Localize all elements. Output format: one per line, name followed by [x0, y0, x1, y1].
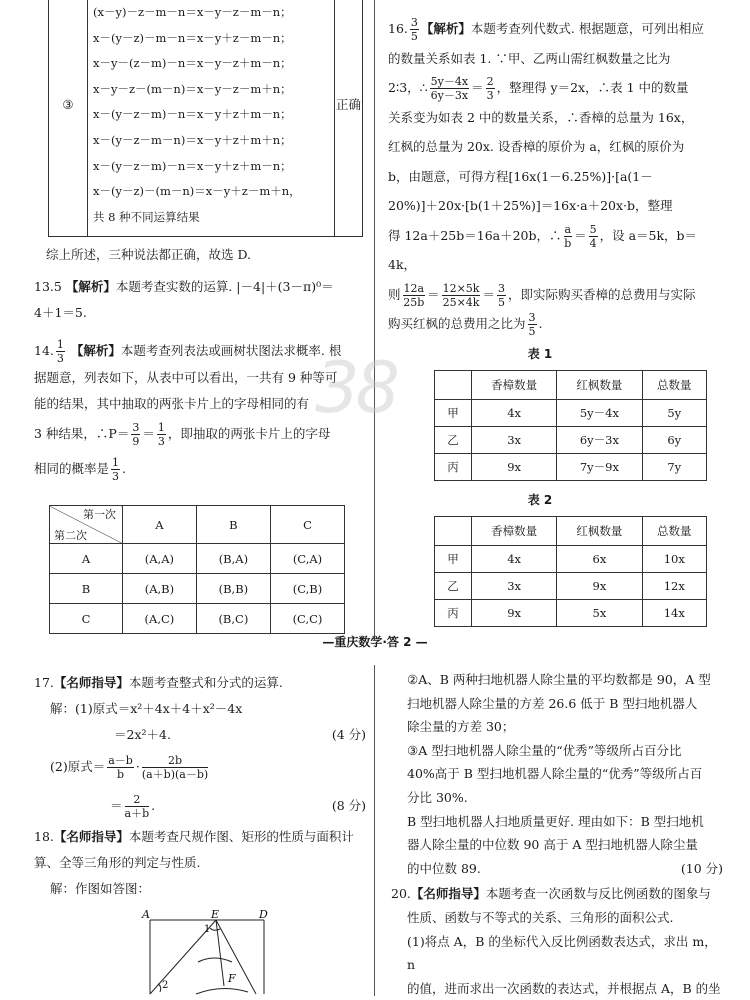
case-line: x－(y－z)－(m－n)＝x－y＋z－m＋n，: [93, 184, 301, 199]
q16-line8c: ，设 a＝5k，b＝4k，: [388, 227, 698, 272]
q16-frac5: $\frac{12a}{25b}$: [403, 281, 425, 309]
q20-number: 20.: [391, 886, 411, 902]
table-corner: [50, 506, 123, 544]
q17-step1: 解：(1)原式＝x²＋4x＋4＋x²－4x: [50, 701, 243, 716]
table1-caption: 表 1: [527, 347, 553, 361]
label-F: F: [228, 972, 236, 985]
lower-column-divider: [374, 665, 375, 996]
t1-cell: 6y: [642, 427, 706, 454]
q17-step4b: .: [151, 798, 156, 813]
table-cell: (C,B): [270, 574, 344, 604]
q16-frac8: $\frac{3}{5}$: [528, 311, 536, 338]
q16-line1: 本题考查列代数式. 根据题意，可列出相应: [470, 21, 704, 36]
q19-p3: ③A 型扫地机器人除尘量的“优秀”等级所占百分比: [407, 742, 682, 758]
q17-number: 17.: [34, 675, 54, 690]
t1-cell: 丙: [435, 454, 472, 481]
q16-line7: 20%)]＋20x·[b(1＋25%)]＝16x·a＋20x·b，整理: [388, 198, 673, 213]
q12-conclusion: 综上所述，三种说法都正确，故选 D.: [46, 247, 252, 262]
q16-line3a: 2∶3，∴: [388, 80, 428, 95]
case-line: (x－y)－z－m－n＝x－y－z－m－n；: [93, 5, 292, 19]
q17-frac1: $\frac{a-b}{b}$: [108, 754, 133, 781]
q13-number: 13.: [34, 279, 54, 294]
case-line: x－y－(z－m)－n＝x－y－z＋m－n；: [93, 56, 292, 71]
case-number: ③: [62, 97, 74, 112]
corner-bottom: 第二次: [54, 529, 87, 542]
q14-line2: 据题意，列表如下，从表中可以看出，一共有 9 种等可: [34, 370, 338, 385]
q19-score: (10 分): [680, 860, 723, 876]
t1-cell: 7y－9x: [557, 454, 642, 481]
q14-line1: 本题考查列表法或画树状图法求概率. 根: [120, 343, 342, 358]
t1-cell: 6y－3x: [557, 427, 642, 454]
q14-number: 14.: [34, 343, 54, 358]
q16-frac7: $\frac{3}{5}$: [498, 281, 505, 309]
col-header: B: [196, 506, 270, 544]
q17: [34, 670, 366, 820]
q20-tag: 【名师指导】: [410, 886, 486, 902]
case-line: x－(y－z－m)－n＝x－y＋z＋m－n；: [93, 158, 292, 173]
case-line: x－(y－z－m)－n＝x－y＋z＋m－n；: [93, 107, 292, 122]
q14-line3: 能的结果，其中抽取的两张卡片上的字母相同的有: [34, 396, 310, 411]
t1-cell: 甲: [435, 400, 472, 427]
label-A: A: [142, 908, 150, 921]
table-cell: (B,C): [196, 604, 270, 634]
q19-p2c: 除尘量的方差 30；: [407, 719, 515, 735]
upper-column-divider: [374, 0, 375, 640]
q17-step3a: (2)原式＝: [50, 759, 106, 774]
q14-line5b: .: [122, 461, 126, 476]
lower-right-column: [391, 668, 723, 1000]
q16-line8b: ＝: [574, 227, 587, 243]
t1-header: 红枫数量: [557, 371, 642, 400]
t2-cell: 甲: [435, 546, 472, 573]
q13-answer: 5: [53, 279, 62, 294]
q14-frac2: $\frac{1}{3}$: [157, 421, 165, 448]
q19-p2: ②A、B 两种扫地机器人除尘量的平均数都是 90，A 型: [407, 672, 711, 687]
q20-line2: 性质、函数与不等式的关系、三角形的面积公式.: [407, 909, 674, 925]
t1-cell: 3x: [472, 427, 557, 454]
q16-line10b: .: [538, 316, 543, 331]
q17-tag: 【名师指导】: [53, 675, 129, 690]
q14-line4b: ，即抽取的两张卡片上的字母: [167, 426, 331, 441]
t2-header: [435, 517, 472, 546]
q14-answer: $\frac{1}{3}$: [56, 338, 64, 365]
t2-header: 香樟数量: [472, 517, 557, 546]
construction-arc-1: [198, 958, 232, 962]
q16-line9a: 则: [388, 286, 401, 302]
q17-frac2: $\frac{2b}{(a+b)(a-b)}$: [141, 754, 209, 781]
t2-cell: 14x: [642, 600, 706, 627]
q16-line9c: ＝: [482, 286, 495, 302]
q14-tag: 【解析】: [70, 343, 121, 358]
q18-figure: [138, 908, 278, 996]
t2-cell: 10x: [642, 546, 706, 573]
t1-cell: 乙: [435, 427, 472, 454]
t1-cell: 7y: [642, 454, 706, 481]
case-result: 正确: [335, 97, 361, 112]
table-cell: (B,B): [196, 574, 270, 604]
case-line: 共 8 种不同运算结果: [93, 209, 200, 224]
q17-title: 本题考查整式和分式的运算.: [128, 675, 283, 690]
q16-line4: 关系变为如表 2 中的数量关系，∴香樟的总量为 16x，: [388, 109, 694, 125]
t2-cell: 9x: [472, 600, 557, 627]
q18-number: 18.: [34, 829, 54, 844]
q14-line5a: 相同的概率是: [34, 461, 110, 476]
case-table: [48, 0, 363, 237]
t2-cell: 乙: [435, 573, 472, 600]
q13: [34, 274, 366, 326]
q14-frac1: $\frac{3}{9}$: [132, 421, 140, 448]
t2-cell: 6x: [557, 546, 642, 573]
t1-header: 总数量: [642, 371, 706, 400]
q19-c3: 的中位数 89.: [407, 860, 481, 876]
table-cell: (C,A): [270, 544, 344, 574]
q14-probability-table: [49, 505, 345, 634]
col-header: A: [123, 506, 197, 544]
q16-frac4: $\frac{5}{4}$: [589, 222, 597, 250]
t1-header: [435, 371, 472, 400]
table-cell: (A,A): [123, 544, 197, 574]
q19-p3c: 分比 30%.: [407, 789, 468, 805]
row-header: A: [50, 544, 123, 574]
lower-left-column: [34, 670, 366, 902]
t2-header: 总数量: [642, 517, 706, 546]
t1-cell: 4x: [472, 400, 557, 427]
t2-cell: 12x: [642, 573, 706, 600]
segment-EC: [216, 920, 256, 994]
q20-line3: (1)将点 A，B 的坐标代入反比例函数表达式，求出 m，n: [407, 933, 717, 973]
q19-p2b: 扫地机器人除尘量的方差 26.6 低于 B 型扫地机器人: [407, 695, 698, 711]
case-lines: [93, 0, 333, 230]
col-header: C: [270, 506, 344, 544]
q16-line3b: ＝: [471, 80, 484, 95]
q16-line5: 红枫的总量为 20x. 设香樟的原价为 a，红枫的原价为: [388, 139, 685, 154]
label-angle1: 1: [204, 924, 211, 935]
q14-frac3: $\frac{1}{3}$: [112, 456, 120, 483]
q17-frac3: $\frac{2}{a+b}$: [124, 793, 150, 820]
q16-frac3: $\frac{a}{b}$: [564, 222, 572, 250]
row-header: B: [50, 574, 123, 604]
q16-line8a: 得 12a＋25b＝16a＋20b，∴: [388, 227, 562, 243]
t2-cell: 5x: [557, 600, 642, 627]
q16-line6: b，由题意，可得方程[16x(1－6.25%)]·[a(1－: [388, 168, 653, 184]
q16-line9d: ，即实际购买香樟的总费用与实际: [508, 286, 696, 302]
q17-step3b: ·: [135, 759, 140, 774]
q20-line1: 本题考查一次函数与反比例函数的图象与: [485, 886, 711, 902]
table2-caption: 表 2: [527, 493, 553, 507]
row-header: C: [50, 604, 123, 634]
q16-answer: $\frac{3}{5}$: [410, 16, 418, 43]
q16-line10a: 购买红枫的总费用之比为: [388, 316, 526, 331]
table-cell: (C,C): [270, 604, 344, 634]
q16-line9b: ＝: [427, 286, 440, 302]
watermark-logo: 38: [315, 347, 397, 429]
q20-line4: 的值，进而求出一次函数的表达式，并根据点 A，B 的坐: [407, 980, 721, 996]
q13-tag: 【解析】: [65, 279, 116, 294]
q18-line2: 算、全等三角形的判定与性质.: [34, 855, 201, 870]
t1-header: 香樟数量: [472, 371, 557, 400]
table2: [434, 516, 707, 627]
t1-cell: 9x: [472, 454, 557, 481]
label-angle2: 2: [162, 980, 169, 991]
q18-tag: 【名师指导】: [53, 829, 129, 844]
label-E: E: [211, 908, 220, 921]
construction-arc-2: [196, 988, 248, 994]
corner-top: 第一次: [83, 508, 116, 521]
q19: [391, 668, 723, 880]
t2-cell: 3x: [472, 573, 557, 600]
table-cell: (A,C): [123, 604, 197, 634]
table1: [434, 370, 707, 481]
q17-step2: ＝2x²＋4.: [114, 727, 171, 742]
q16-frac1: $\frac{5y-4x}{6y-3x}$: [430, 75, 469, 102]
q20: [391, 882, 723, 1000]
t1-cell: 5y: [642, 400, 706, 427]
q18: [34, 824, 366, 902]
table-cell: (A,B): [123, 574, 197, 604]
q16-tag: 【解析】: [420, 21, 471, 36]
table-cell: (B,A): [196, 544, 270, 574]
q19-c1: B 型扫地机器人扫地质量更好. 理由如下：B 型扫地机: [407, 813, 704, 829]
page-footer: —重庆数学·答 2 —: [322, 635, 428, 649]
q16-frac6: $\frac{12\times 5k}{25\times 4k}$: [442, 281, 480, 309]
q13-line2: 4＋1＝5.: [34, 305, 87, 320]
case-line: x－(y－z－m－n)＝x－y＋z＋m＋n；: [93, 132, 292, 147]
q14-equals: ＝: [142, 426, 155, 441]
q13-line1: 本题考查实数的运算. |－4|＋(3－π)⁰＝: [115, 279, 334, 294]
q19-c2: 器人除尘量的中位数 90 高于 A 型扫地机器人除尘量: [407, 837, 698, 853]
t2-cell: 丙: [435, 600, 472, 627]
q17-score2: (8 分): [331, 798, 366, 813]
angle-arc-1: [210, 928, 220, 930]
case-line: x－y－z－(m－n)＝x－y－z－m＋n；: [93, 81, 292, 96]
q16-line2: 的数量关系如表 1. ∵甲、乙两山需红枫数量之比为: [388, 50, 671, 66]
q16-line3c: ，整理得 y＝2x，∴表 1 中的数量: [496, 80, 689, 95]
t2-cell: 4x: [472, 546, 557, 573]
q17-step4a: ＝: [110, 798, 123, 813]
case-line: x－(y－z)－m－n＝x－y＋z－m－n；: [93, 30, 292, 45]
q18-line3: 解：作图如答图：: [50, 881, 151, 896]
q17-score1: (4 分): [331, 727, 366, 742]
label-D: D: [259, 908, 268, 921]
t2-header: 红枫数量: [557, 517, 642, 546]
t2-cell: 9x: [557, 573, 642, 600]
q16-frac2: $\frac{2}{3}$: [486, 75, 494, 102]
q18-line1: 本题考查尺规作图、矩形的性质与面积计: [128, 829, 354, 844]
q16: [388, 14, 723, 339]
t1-cell: 5y－4x: [557, 400, 642, 427]
q19-p3b: 40%高于 B 型扫地机器人除尘量的“优秀”等级所占百: [407, 766, 703, 782]
q14-line4a: 3 种结果，∴P＝: [34, 426, 130, 441]
q16-number: 16.: [388, 21, 408, 36]
